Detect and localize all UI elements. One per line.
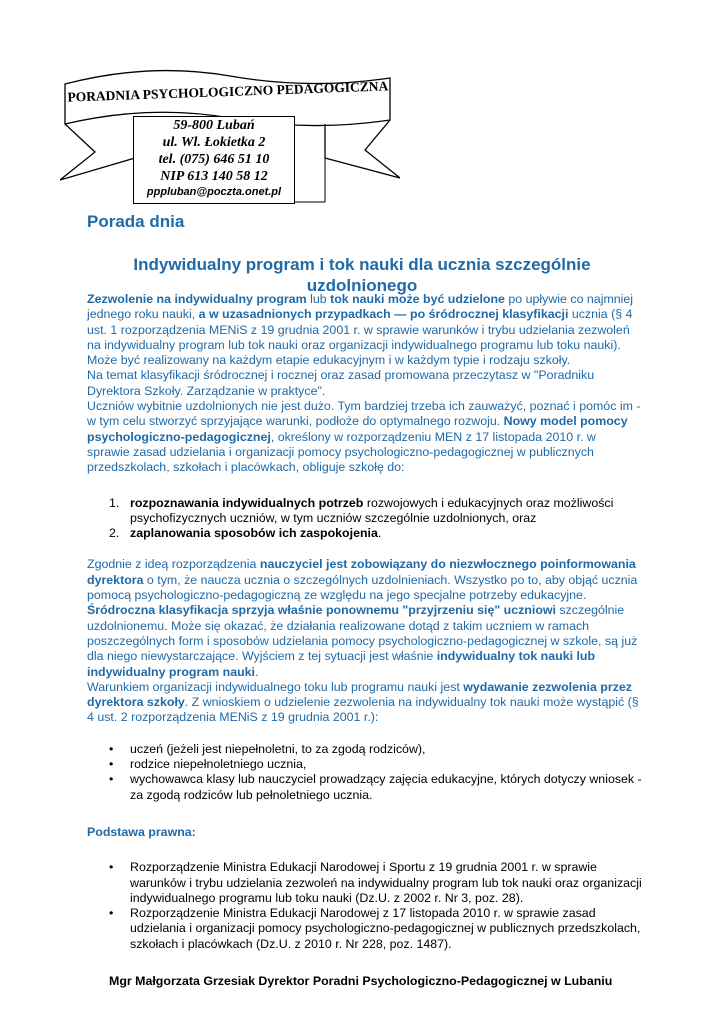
p4-text-4: . xyxy=(255,664,259,679)
list-item-text: wychowawca klasy lub nauczyciel prowadzący zajęcia edukacyjne, których dotyczy wniosek - za zgodą rodziców lub pełnoletniego ucznia. xyxy=(130,772,642,802)
porada-heading: Porada dnia xyxy=(87,212,185,231)
list-item-bold: zaplanowania sposobów ich zaspokojenia xyxy=(130,526,378,541)
p1-text-1: lub xyxy=(306,292,331,306)
paragraph-5 xyxy=(87,680,642,726)
list-item-text: . xyxy=(377,526,382,541)
legal-heading: Podstawa prawna: xyxy=(87,824,196,839)
list-item xyxy=(87,526,642,541)
list-item-text: uczeń (jeżeli jest niepełnoletni, to za zgodą rodziców), xyxy=(130,741,426,756)
p5-text-2: . Z wnioskiem o udzielenie zezwolenia na indywidualny tok nauki może wystąpić (§ 4 ust. 2 rozporządzenia MENiS z 19 grudnia 2001 r.): xyxy=(87,695,639,725)
address-nip: NIP 613 140 58 12 xyxy=(160,169,268,184)
address-email: pppluban@poczta.onet.pl xyxy=(146,186,282,198)
p1-bold-3: a w uzasadnionych przypadkach — po śródrocznej klasyfikacji xyxy=(198,307,569,322)
p4-text-1: Zgodnie z ideą rozporządzenia xyxy=(87,557,260,572)
p1-text-3: ucznia (§ 4 ust. 1 rozporządzenia MENiS z 19 grudnia 2001 r. w sprawie warunków i trybu udzielania zezwoleń na indywidualny program lub tok nauki oraz organizacji indywidualnego programu lub toku nauki). Może być realizowany na każdym etapie edukacyjnym i w każdym typie i rodzaju szkoły. xyxy=(87,307,633,368)
p4-bold-3: indywidualny tok nauki lub indywidualny program nauki xyxy=(87,649,596,679)
address-phone: tel. (075) 646 51 10 xyxy=(158,152,270,167)
p4-text-2: o tym, że naucza ucznia o szczególnych uzdolnieniach. Wszystko po to, aby objąć ucznia pomocą psychologiczno-pedagogiczną ze względu na jego specjalne potrzeby edukacyjne. xyxy=(87,572,638,603)
paragraph-1 xyxy=(87,292,642,368)
p4-text-3: szczególnie uzdolnionemu. Może się okazać, że działania realizowane dotąd z takim uczniem w ramach poszczególnych form i sposobów udzielania pomocy psychologiczno-pedagogicznej w szkole, są już dla niego niewystarczające. Wyjściem z tej sytuacji jest właśnie xyxy=(87,603,638,664)
list-item xyxy=(87,860,642,906)
article-body xyxy=(87,292,642,989)
p1-bold-1: Zezwolenie na indywidualny program xyxy=(87,292,307,306)
list-number: 1. xyxy=(109,495,120,510)
bullet-icon: • xyxy=(109,741,114,756)
list-item xyxy=(87,772,642,803)
p5-text-1: Warunkiem organizacji indywidualnego toku lub programu nauki jest xyxy=(87,679,464,694)
p1-text-2: po upływie co najmniej jednego roku nauki, xyxy=(87,292,634,322)
paragraph-2: Na temat klasyfikacji śródrocznej i rocznej oraz zasad promowana przeczytasz w "Poradniku Dyrektora Szkoły. Zarządzanie w praktyce". xyxy=(87,368,595,398)
bullet-icon: • xyxy=(109,860,114,875)
p4-bold-2: Śródroczna klasyfikacja sprzyja właśnie ponownemu "przyjrzeniu się" uczniowi xyxy=(87,603,556,618)
list-item xyxy=(87,906,642,952)
org-name: PORADNIA PSYCHOLOGICZNO PEDAGOGICZNA xyxy=(67,78,389,105)
p3-text-2: , określony w rozporządzeniu MEN z 17 listopada 2010 r. w sprawie zasad udzielania i organizacji pomocy psychologiczno-pedagogicznej w publicznych przedszkolach, szkołach i placówkach, obliguje szkołę do: xyxy=(87,429,596,475)
list-item-text: Rozporządzenie Ministra Edukacji Narodowej i Sportu z 19 grudnia 2001 r. w sprawie warunków i trybu udzielania zezwoleń na indywidualny program lub tok nauki oraz organizacji indywidualnego programu lub toku nauki (Dz.U. z 2002 r. Nr 3, poz. 28). xyxy=(130,860,642,905)
bullet-icon: • xyxy=(109,772,114,787)
applicants-list xyxy=(87,742,642,803)
list-item xyxy=(87,496,642,527)
list-number: 2. xyxy=(109,526,120,541)
address-street: ul. Wl. Łokietka 2 xyxy=(162,135,266,150)
paragraph-4 xyxy=(87,557,642,679)
address-city: 59-800 Lubań xyxy=(173,118,255,133)
list-item-text: Rozporządzenie Ministra Edukacji Narodowej z 17 listopada 2010 r. w sprawie zasad udzielania i organizacji pomocy psychologiczno-pedagogicznej w publicznych przedszkolach, szkołach i placówkach (Dz.U. z 2010 r. Nr 228, poz. 1487). xyxy=(130,906,641,951)
list-item xyxy=(87,742,642,757)
bullet-icon: • xyxy=(109,757,114,772)
list-item-text: rozwojowych i edukacyjnych oraz możliwości psychofizycznych uczniów, w tym uczniów szczególnie uzdolnionych, oraz xyxy=(130,495,614,525)
p3-bold-1: Nowy model pomocy psychologiczno-pedagogicznej xyxy=(87,414,628,444)
p5-bold-1: wydawanie zezwolenia przez dyrektora szkoły xyxy=(87,679,632,710)
legal-list xyxy=(87,860,642,952)
bullet-icon: • xyxy=(109,906,114,921)
p3-text-1: Uczniów wybitnie uzdolnionych nie jest dużo. Tym bardziej trzeba ich zauważyć, poznać i pomóc im - w tym celu stworzyć sprzyjające warunki, podłoże do optymalnego rozwoju. xyxy=(87,399,641,429)
page-title: Indywidualny program i tok nauki dla ucznia szczególnie uzdolnionego xyxy=(133,255,591,295)
p1-bold-2: tok nauki może być udzielone xyxy=(330,292,505,306)
list-item-bold: rozpoznawania indywidualnych potrzeb xyxy=(130,495,364,510)
signature: Mgr Małgorzata Grzesiak Dyrektor Poradni Psychologiczno-Pedagogicznej w Lubaniu xyxy=(109,973,613,988)
address-box xyxy=(133,116,295,204)
p4-bold-1: nauczyciel jest zobowiązany do niezwłocznego poinformowania dyrektora xyxy=(87,557,636,587)
obligations-list xyxy=(87,496,642,542)
paragraph-3 xyxy=(87,399,642,475)
list-item xyxy=(87,757,642,772)
list-item-text: rodzice niepełnoletniego ucznia, xyxy=(130,757,307,772)
